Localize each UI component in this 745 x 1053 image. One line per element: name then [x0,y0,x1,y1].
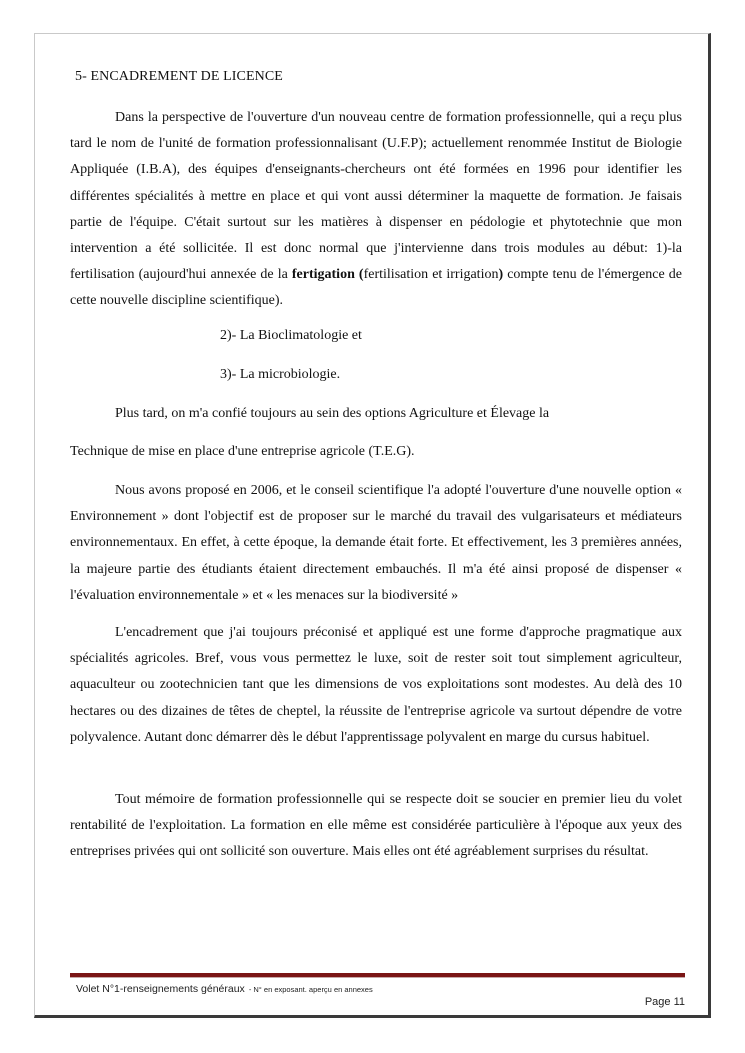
section-heading: 5- ENCADREMENT DE LICENCE [75,69,283,84]
paragraph-text: Technique de mise en place d'une entreprise agricole (T.E.G). [70,444,415,459]
paragraph-encadrement [70,620,682,751]
bold-paren: ) [498,267,504,283]
page-number: Page 11 [644,996,685,1008]
list-item-microbiologie: 3)- La microbiologie. [220,367,341,382]
bold-term-fertigation: fertigation ( [291,267,364,283]
paragraph-text: L'encadrement que j'ai toujours préconisé et appliqué est une forme d'approche pragmatique aux spécialités agricoles. Bref, vous vous permettez le luxe, soit de rester soit tout simplement agriculteur, aquaculteur ou zootechnicien tant que les dimensions de vos exploitations sont modestes. Au delà des 10 hectares ou des dizaines de têtes de cheptel, la réussite de l'entreprise agricole va surtout dépendre de votre polyvalence. Autant donc démarrer dès le début l'apprentissage polyvalent en marge du cursus habituel. [70,625,682,745]
paragraph-text: compte tenu de l'émergence de cette nouvelle discipline scientifique). [70,267,682,309]
paragraph-options [70,401,682,427]
paragraph-text: Tout mémoire de formation professionnelle qui se respecte doit se soucier en premier lieu du volet rentabilité de l'exploitation. La formation en elle même est considérée particulière à l'époque aux yeux des entreprises privées qui ont sollicité son ouverture. Mais elles ont été agréablement surprises du résultat. [70,792,682,860]
list-item-bioclimatologie: 2)- La Bioclimatologie et [220,328,362,343]
paragraph-teg [70,439,682,465]
paragraph-environnement [70,478,682,609]
paragraph-text: Nous avons proposé en 2006, et le conseil scientifique l'a adopté l'ouverture d'une nouvelle option « Environnement » dont l'objectif est de proposer sur le marché du travail des vulgarisateurs et médiateurs environnementaux. En effet, à cette époque, la demande était forte. Et effectivement, les 3 premières années, la majeure partie des étudiants étaient directement embauchés. Il m'a été ainsi proposé de dispenser « l'évaluation environnementale » et « les menaces sur la biodiversité » [70,483,682,603]
paragraph-text: fertilisation et irrigation [363,267,499,283]
footer-note: - N° en exposant. aperçu en annexes [248,985,373,994]
paragraph-text: Plus tard, on m'a confié toujours au sein des options Agriculture et Élevage la [115,406,550,421]
footer-main-text: Volet N°1-renseignements généraux [76,983,245,995]
paragraph-ufp-history [70,105,682,315]
footer-divider [70,973,685,978]
footer-volet-label [76,983,373,995]
paragraph-text: Dans la perspective de l'ouverture d'un nouveau centre de formation professionnelle, qui a reçu plus tard le nom de l'unité de formation professionnalisant (U.F.P); actuellement renommée Institut de Biologie Appliquée (I.B.A), des équipes d'enseignants-chercheurs ont été formées en 1996 pour identifier les différentes spécialités à mettre en place et qui vont aussi déterminer la maquette de formation. Je faisais partie de l'équipe. C'était surtout sur les matières à dispenser en pédologie et phytotechnie que mon intervention a été sollicitée. Il est donc normal que j'intervienne dans trois modules au début: 1)-la fertilisation (aujourd'hui annexée de la [70,110,682,283]
paragraph-memoire [70,787,682,866]
